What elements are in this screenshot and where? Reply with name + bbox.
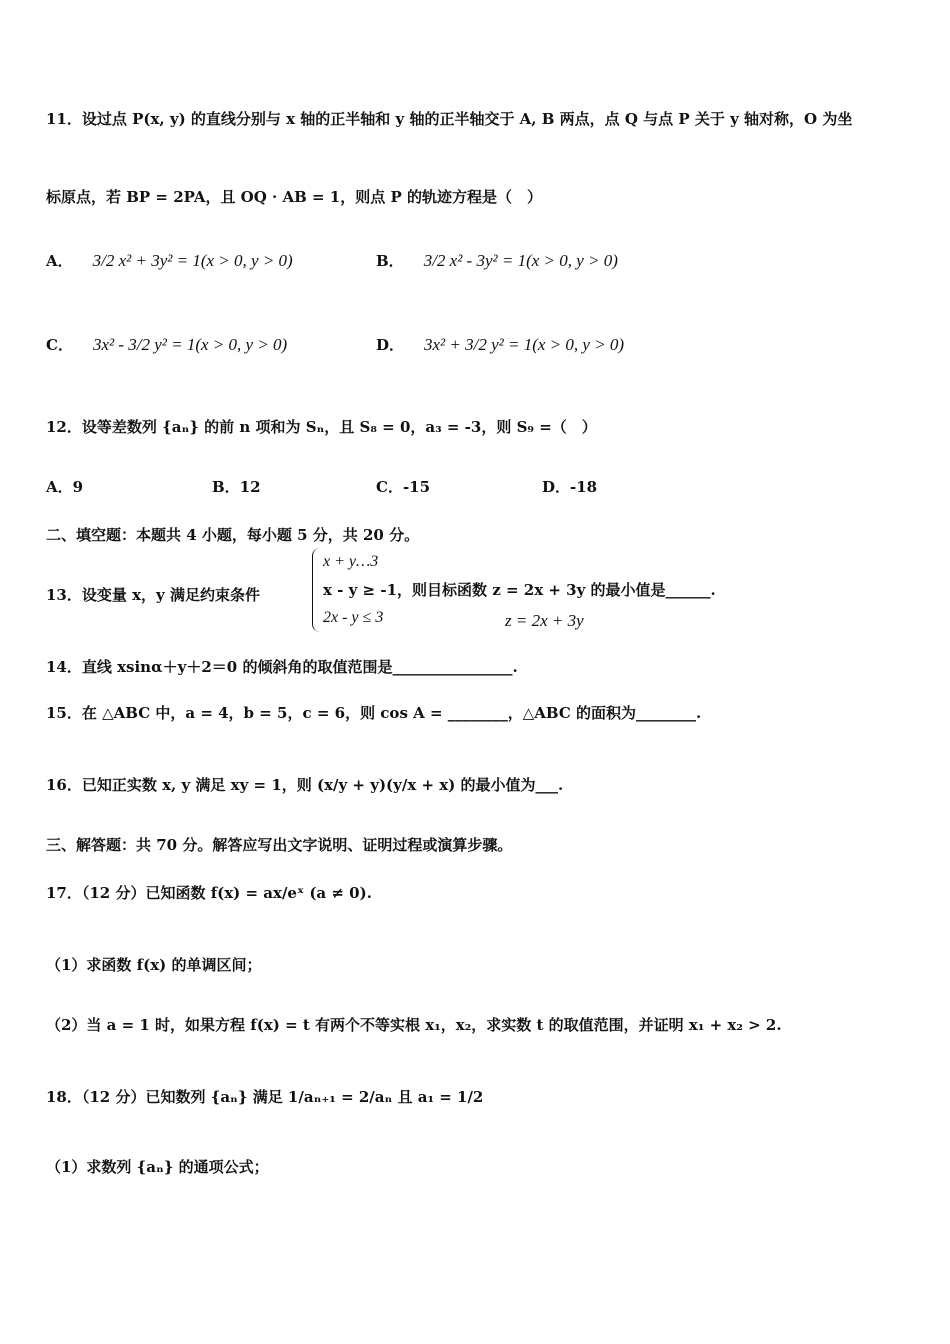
constraint-1: x + y…3	[323, 553, 379, 570]
option-equation: 3x² - 3/2 y² = 1(x > 0, y > 0)	[92, 335, 288, 354]
option-equation: 3/2 x² + 3y² = 1(x > 0, y > 0)	[92, 251, 293, 270]
q12-text: 12．设等差数列 {aₙ} 的前 n 项和为 Sₙ，且 S₈ = 0，a₃ = -3，则 S₉ =（ ）	[46, 418, 597, 436]
section-3-heading: 三、解答题：共 70 分。解答应写出文字说明、证明过程或演算步骤。	[46, 836, 513, 854]
q12-option-c: C．-15	[376, 478, 431, 496]
q11-line1	[46, 108, 852, 129]
q11-option-a	[46, 250, 293, 271]
q12-option-b: B．12	[212, 478, 261, 496]
q13-text: 13．设变量 x，y 满足约束条件	[46, 586, 260, 604]
option-equation: 3/2 x² - 3y² = 1(x > 0, y > 0)	[423, 251, 618, 270]
option-label: B．	[376, 252, 404, 270]
constraint-2: x - y ≥ -1，则目标函数 z = 2x + 3y 的最小值是______.	[323, 581, 716, 599]
q14-line: 14．直线 xsinα＋y＋2＝0 的倾斜角的取值范围是________________.	[46, 658, 518, 676]
q16-line: 16．已知正实数 x, y 满足 xy = 1，则 (x/y + y)(y/x + x) 的最小值为___.	[46, 776, 564, 794]
constraint-3: 2x - y ≤ 3	[323, 609, 384, 626]
option-equation: 3x² + 3/2 y² = 1(x > 0, y > 0)	[424, 335, 625, 354]
q18-part1: （1）求数列 {aₙ} 的通项公式；	[46, 1158, 269, 1176]
q11-option-b	[376, 250, 618, 271]
q11-line2-text: 标原点，若 BP = 2PA，且 OQ · AB = 1，则点 P 的轨迹方程是（ ）	[46, 188, 542, 206]
q11-line1-text: 11．设过点 P(x, y) 的直线分别与 x 轴的正半轴和 y 轴的正半轴交于 A, B 两点，点 Q 与点 P 关于 y 轴对称，O 为坐	[46, 110, 853, 128]
q15-line: 15．在 △ABC 中，a = 4，b = 5，c = 6，则 cos A = ________，△ABC 的面积为________.	[46, 704, 702, 722]
option-label: A．	[46, 252, 73, 270]
q13-objective: z = 2x + 3y	[505, 611, 584, 630]
q11-option-c	[46, 334, 287, 355]
q17-part2: （2）当 a = 1 时，如果方程 f(x) = t 有两个不等实根 x₁，x₂，求实数 t 的取值范围，并证明 x₁ + x₂ > 2.	[46, 1016, 782, 1034]
q17-part1: （1）求函数 f(x) 的单调区间；	[46, 956, 262, 974]
q17-line: 17．（12 分）已知函数 f(x) = ax/eˣ (a ≠ 0).	[46, 884, 372, 902]
q18-line: 18．（12 分）已知数列 {aₙ} 满足 1/aₙ₊₁ = 2/aₙ 且 a₁ = 1/2	[46, 1088, 484, 1106]
q13-label	[46, 584, 260, 605]
q12-option-a: A．9	[46, 478, 84, 496]
q11-option-d	[376, 334, 624, 355]
section-2-heading: 二、填空题：本题共 4 小题，每小题 5 分，共 20 分。	[46, 526, 420, 544]
option-label: D．	[376, 336, 405, 354]
q11-line2	[46, 186, 542, 207]
q12-option-d: D．-18	[542, 478, 598, 496]
q12-line	[46, 416, 597, 437]
option-label: C．	[46, 336, 73, 354]
